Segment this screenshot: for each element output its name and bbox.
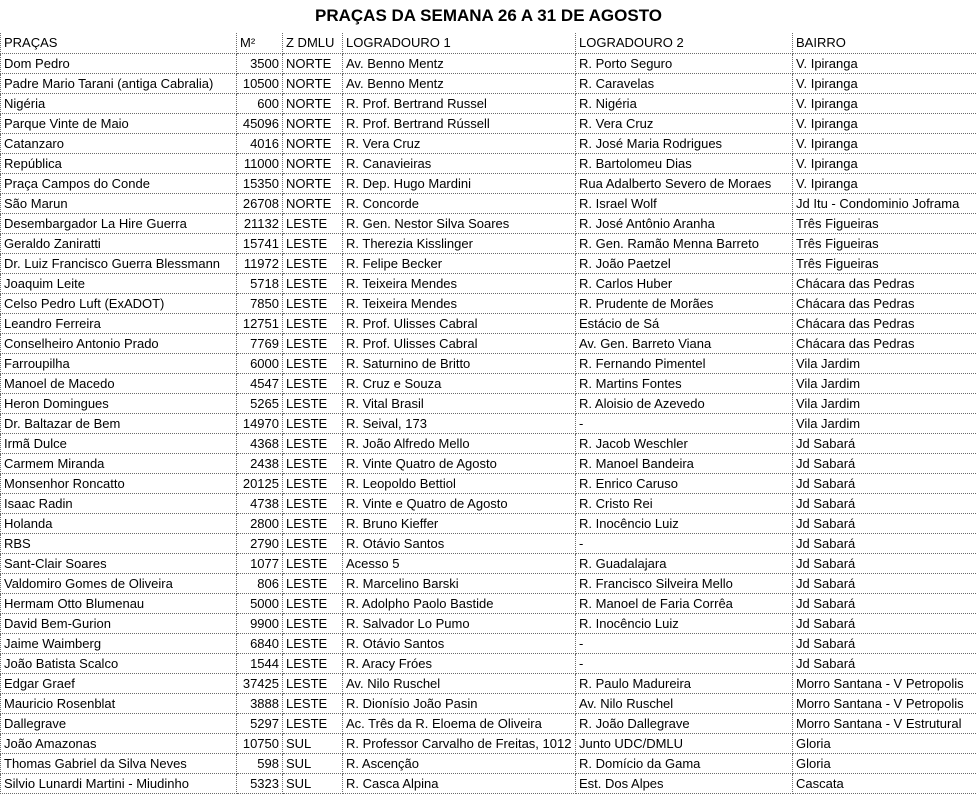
table-row <box>1 673 977 693</box>
page-title: PRAÇAS DA SEMANA 26 A 31 DE AGOSTO <box>315 6 662 25</box>
table-row <box>1 773 977 793</box>
cell-zona: LESTE <box>283 653 343 673</box>
cell-praca: Monsenhor Roncatto <box>1 473 237 493</box>
cell-logradouro2: R. Nigéria <box>576 93 793 113</box>
cell-logradouro2: R. Bartolomeu Dias <box>576 153 793 173</box>
cell-m2: 5000 <box>237 593 283 613</box>
table-row <box>1 633 977 653</box>
cell-bairro: V. Ipiranga <box>793 73 977 93</box>
cell-praca: Hermam Otto Blumenau <box>1 593 237 613</box>
cell-logradouro2: R. Jacob Weschler <box>576 433 793 453</box>
cell-logradouro2: - <box>576 653 793 673</box>
cell-praca: Irmã Dulce <box>1 433 237 453</box>
table-row <box>1 513 977 533</box>
cell-logradouro1: R. Salvador Lo Pumo <box>343 613 576 633</box>
cell-m2: 15741 <box>237 233 283 253</box>
cell-logradouro2: R. Aloisio de Azevedo <box>576 393 793 413</box>
cell-m2: 11000 <box>237 153 283 173</box>
cell-zona: LESTE <box>283 513 343 533</box>
table-row <box>1 393 977 413</box>
cell-bairro: Jd Sabará <box>793 533 977 553</box>
cell-logradouro2: R. Manoel Bandeira <box>576 453 793 473</box>
cell-m2: 11972 <box>237 253 283 273</box>
cell-logradouro2: R. José Maria Rodrigues <box>576 133 793 153</box>
cell-m2: 6000 <box>237 353 283 373</box>
cell-logradouro2: R. Vera Cruz <box>576 113 793 133</box>
cell-praca: Parque Vinte de Maio <box>1 113 237 133</box>
cell-logradouro1: R. Canavieiras <box>343 153 576 173</box>
cell-bairro: Chácara das Pedras <box>793 313 977 333</box>
cell-logradouro2: Est. Dos Alpes <box>576 773 793 793</box>
cell-bairro: V. Ipiranga <box>793 133 977 153</box>
cell-praca: Padre Mario Tarani (antiga Cabralia) <box>1 73 237 93</box>
table-row <box>1 113 977 133</box>
cell-praca: Farroupilha <box>1 353 237 373</box>
cell-praca: David Bem-Gurion <box>1 613 237 633</box>
cell-praca: Holanda <box>1 513 237 533</box>
cell-praca: Sant-Clair Soares <box>1 553 237 573</box>
cell-m2: 1544 <box>237 653 283 673</box>
cell-praca: Thomas Gabriel da Silva Neves <box>1 753 237 773</box>
cell-logradouro1: Av. Benno Mentz <box>343 53 576 73</box>
cell-bairro: V. Ipiranga <box>793 153 977 173</box>
cell-m2: 12751 <box>237 313 283 333</box>
cell-bairro: Jd Itu - Condominio Joframa <box>793 193 977 213</box>
cell-bairro: Chácara das Pedras <box>793 333 977 353</box>
cell-logradouro1: R. Teixeira Mendes <box>343 293 576 313</box>
cell-zona: LESTE <box>283 473 343 493</box>
cell-m2: 4738 <box>237 493 283 513</box>
cell-m2: 806 <box>237 573 283 593</box>
table-row <box>1 473 977 493</box>
cell-m2: 20125 <box>237 473 283 493</box>
table-row <box>1 693 977 713</box>
table-row <box>1 653 977 673</box>
pracas-table <box>0 33 977 794</box>
cell-logradouro1: Ac. Três da R. Eloema de Oliveira <box>343 713 576 733</box>
cell-bairro: Vila Jardim <box>793 393 977 413</box>
cell-logradouro1: R. Marcelino Barski <box>343 573 576 593</box>
cell-bairro: Gloria <box>793 733 977 753</box>
table-row <box>1 153 977 173</box>
cell-zona: LESTE <box>283 433 343 453</box>
cell-bairro: Jd Sabará <box>793 633 977 653</box>
cell-logradouro1: R. Adolpho Paolo Bastide <box>343 593 576 613</box>
table-row <box>1 413 977 433</box>
cell-m2: 9900 <box>237 613 283 633</box>
cell-praca: Dr. Luiz Francisco Guerra Blessmann <box>1 253 237 273</box>
cell-logradouro2: Estácio de Sá <box>576 313 793 333</box>
cell-zona: NORTE <box>283 193 343 213</box>
cell-praca: Desembargador La Hire Guerra <box>1 213 237 233</box>
cell-praca: Conselheiro Antonio Prado <box>1 333 237 353</box>
cell-logradouro2: - <box>576 533 793 553</box>
cell-m2: 2790 <box>237 533 283 553</box>
cell-zona: SUL <box>283 733 343 753</box>
cell-zona: LESTE <box>283 493 343 513</box>
cell-bairro: Jd Sabará <box>793 433 977 453</box>
table-row <box>1 433 977 453</box>
cell-bairro: Jd Sabará <box>793 613 977 633</box>
cell-bairro: Três Figueiras <box>793 233 977 253</box>
table-row <box>1 533 977 553</box>
cell-logradouro2: R. João Dallegrave <box>576 713 793 733</box>
cell-bairro: Jd Sabará <box>793 653 977 673</box>
cell-zona: LESTE <box>283 293 343 313</box>
cell-praca: Dr. Baltazar de Bem <box>1 413 237 433</box>
cell-bairro: Vila Jardim <box>793 413 977 433</box>
cell-logradouro2: R. Cristo Rei <box>576 493 793 513</box>
table-row <box>1 193 977 213</box>
cell-logradouro2: Av. Gen. Barreto Viana <box>576 333 793 353</box>
cell-logradouro2: R. João Paetzel <box>576 253 793 273</box>
cell-logradouro1: R. Dionísio João Pasin <box>343 693 576 713</box>
cell-praca: Valdomiro Gomes de Oliveira <box>1 573 237 593</box>
cell-logradouro1: R. Prof. Ulisses Cabral <box>343 313 576 333</box>
cell-praca: Isaac Radin <box>1 493 237 513</box>
cell-bairro: V. Ipiranga <box>793 93 977 113</box>
cell-praca: República <box>1 153 237 173</box>
cell-m2: 2800 <box>237 513 283 533</box>
table-row <box>1 573 977 593</box>
table-row <box>1 553 977 573</box>
header-row <box>1 33 977 53</box>
cell-logradouro1: R. Vera Cruz <box>343 133 576 153</box>
cell-praca: Celso Pedro Luft (ExADOT) <box>1 293 237 313</box>
cell-bairro: Jd Sabará <box>793 473 977 493</box>
cell-logradouro2: Junto UDC/DMLU <box>576 733 793 753</box>
cell-logradouro1: R. João Alfredo Mello <box>343 433 576 453</box>
cell-m2: 5323 <box>237 773 283 793</box>
cell-m2: 7850 <box>237 293 283 313</box>
cell-logradouro1: Av. Nilo Ruschel <box>343 673 576 693</box>
table-row <box>1 73 977 93</box>
table-row <box>1 453 977 473</box>
cell-praca: Catanzaro <box>1 133 237 153</box>
cell-bairro: V. Ipiranga <box>793 113 977 133</box>
cell-bairro: Jd Sabará <box>793 593 977 613</box>
cell-zona: NORTE <box>283 113 343 133</box>
cell-zona: LESTE <box>283 213 343 233</box>
cell-m2: 37425 <box>237 673 283 693</box>
cell-logradouro2: Rua Adalberto Severo de Moraes <box>576 173 793 193</box>
cell-bairro: Morro Santana - V Petropolis <box>793 693 977 713</box>
cell-bairro: Cascata <box>793 773 977 793</box>
cell-bairro: V. Ipiranga <box>793 173 977 193</box>
cell-zona: NORTE <box>283 93 343 113</box>
cell-logradouro1: R. Aracy Fróes <box>343 653 576 673</box>
table-row <box>1 233 977 253</box>
cell-logradouro2: R. Gen. Ramão Menna Barreto <box>576 233 793 253</box>
cell-zona: NORTE <box>283 153 343 173</box>
cell-m2: 15350 <box>237 173 283 193</box>
column-header-logradouro2: LOGRADOURO 2 <box>576 33 793 53</box>
cell-zona: LESTE <box>283 533 343 553</box>
cell-zona: LESTE <box>283 373 343 393</box>
cell-logradouro2: R. José Antônio Aranha <box>576 213 793 233</box>
cell-zona: LESTE <box>283 553 343 573</box>
table-row <box>1 213 977 233</box>
cell-zona: NORTE <box>283 133 343 153</box>
cell-logradouro2: R. Inocêncio Luiz <box>576 513 793 533</box>
cell-praca: João Amazonas <box>1 733 237 753</box>
cell-m2: 14970 <box>237 413 283 433</box>
cell-zona: LESTE <box>283 573 343 593</box>
cell-m2: 1077 <box>237 553 283 573</box>
cell-praca: Nigéria <box>1 93 237 113</box>
column-header-bairro: BAIRRO <box>793 33 977 53</box>
cell-praca: Mauricio Rosenblat <box>1 693 237 713</box>
cell-m2: 598 <box>237 753 283 773</box>
cell-bairro: Três Figueiras <box>793 213 977 233</box>
cell-zona: LESTE <box>283 273 343 293</box>
cell-m2: 6840 <box>237 633 283 653</box>
cell-praca: Joaquim Leite <box>1 273 237 293</box>
cell-bairro: Morro Santana - V Estrutural <box>793 713 977 733</box>
cell-logradouro2: R. Prudente de Morães <box>576 293 793 313</box>
cell-logradouro2: R. Israel Wolf <box>576 193 793 213</box>
cell-praca: RBS <box>1 533 237 553</box>
cell-logradouro2: - <box>576 633 793 653</box>
cell-logradouro1: Av. Benno Mentz <box>343 73 576 93</box>
column-header-praca: PRAÇAS <box>1 33 237 53</box>
cell-logradouro2: R. Francisco Silveira Mello <box>576 573 793 593</box>
cell-m2: 4547 <box>237 373 283 393</box>
cell-logradouro1: R. Leopoldo Bettiol <box>343 473 576 493</box>
cell-praca: Carmem Miranda <box>1 453 237 473</box>
cell-m2: 7769 <box>237 333 283 353</box>
cell-logradouro2: R. Porto Seguro <box>576 53 793 73</box>
cell-logradouro1: R. Vinte e Quatro de Agosto <box>343 493 576 513</box>
cell-zona: LESTE <box>283 453 343 473</box>
cell-logradouro1: R. Ascenção <box>343 753 576 773</box>
cell-logradouro1: R. Saturnino de Britto <box>343 353 576 373</box>
cell-logradouro2: R. Manoel de Faria Corrêa <box>576 593 793 613</box>
table-row <box>1 273 977 293</box>
table-row <box>1 613 977 633</box>
cell-m2: 26708 <box>237 193 283 213</box>
column-header-m2: M² <box>237 33 283 53</box>
cell-bairro: Três Figueiras <box>793 253 977 273</box>
column-header-logradouro1: LOGRADOURO 1 <box>343 33 576 53</box>
cell-zona: SUL <box>283 773 343 793</box>
cell-zona: LESTE <box>283 233 343 253</box>
cell-m2: 10500 <box>237 73 283 93</box>
cell-zona: LESTE <box>283 633 343 653</box>
cell-praca: Geraldo Zaniratti <box>1 233 237 253</box>
cell-m2: 4016 <box>237 133 283 153</box>
cell-logradouro1: R. Teixeira Mendes <box>343 273 576 293</box>
cell-praca: Manoel de Macedo <box>1 373 237 393</box>
cell-zona: LESTE <box>283 593 343 613</box>
cell-praca: São Marun <box>1 193 237 213</box>
cell-zona: NORTE <box>283 53 343 73</box>
cell-zona: NORTE <box>283 173 343 193</box>
cell-zona: NORTE <box>283 73 343 93</box>
cell-logradouro1: R. Bruno Kieffer <box>343 513 576 533</box>
cell-logradouro1: R. Seival, 173 <box>343 413 576 433</box>
cell-m2: 3500 <box>237 53 283 73</box>
cell-logradouro1: R. Prof. Bertrand Russel <box>343 93 576 113</box>
cell-logradouro2: R. Caravelas <box>576 73 793 93</box>
table-row <box>1 333 977 353</box>
table-row <box>1 733 977 753</box>
cell-praca: Praça Campos do Conde <box>1 173 237 193</box>
cell-logradouro1: R. Vinte Quatro de Agosto <box>343 453 576 473</box>
cell-logradouro1: R. Felipe Becker <box>343 253 576 273</box>
cell-bairro: Vila Jardim <box>793 373 977 393</box>
cell-logradouro2: R. Guadalajara <box>576 553 793 573</box>
cell-bairro: Jd Sabará <box>793 573 977 593</box>
table-row <box>1 53 977 73</box>
cell-zona: LESTE <box>283 333 343 353</box>
cell-m2: 3888 <box>237 693 283 713</box>
table-row <box>1 173 977 193</box>
cell-logradouro1: Acesso 5 <box>343 553 576 573</box>
cell-bairro: Vila Jardim <box>793 353 977 373</box>
cell-m2: 10750 <box>237 733 283 753</box>
cell-logradouro1: R. Dep. Hugo Mardini <box>343 173 576 193</box>
cell-logradouro1: R. Cruz e Souza <box>343 373 576 393</box>
cell-zona: SUL <box>283 753 343 773</box>
cell-zona: LESTE <box>283 393 343 413</box>
cell-logradouro1: R. Prof. Ulisses Cabral <box>343 333 576 353</box>
cell-m2: 21132 <box>237 213 283 233</box>
cell-m2: 600 <box>237 93 283 113</box>
cell-praca: Jaime Waimberg <box>1 633 237 653</box>
cell-zona: LESTE <box>283 353 343 373</box>
cell-logradouro1: R. Concorde <box>343 193 576 213</box>
cell-zona: LESTE <box>283 693 343 713</box>
cell-praca: Silvio Lunardi Martini - Miudinho <box>1 773 237 793</box>
cell-bairro: Jd Sabará <box>793 493 977 513</box>
cell-bairro: V. Ipiranga <box>793 53 977 73</box>
table-row <box>1 353 977 373</box>
cell-zona: LESTE <box>283 313 343 333</box>
table-row <box>1 373 977 393</box>
cell-logradouro2: R. Martins Fontes <box>576 373 793 393</box>
cell-logradouro1: R. Prof. Bertrand Rússell <box>343 113 576 133</box>
table-row <box>1 93 977 113</box>
cell-praca: João Batista Scalco <box>1 653 237 673</box>
cell-logradouro1: R. Otávio Santos <box>343 633 576 653</box>
cell-zona: LESTE <box>283 673 343 693</box>
cell-logradouro1: R. Casca Alpina <box>343 773 576 793</box>
cell-bairro: Morro Santana - V Petropolis <box>793 673 977 693</box>
table-row <box>1 593 977 613</box>
table-row <box>1 313 977 333</box>
cell-logradouro2: R. Domício da Gama <box>576 753 793 773</box>
cell-praca: Dallegrave <box>1 713 237 733</box>
cell-m2: 2438 <box>237 453 283 473</box>
cell-m2: 4368 <box>237 433 283 453</box>
cell-zona: LESTE <box>283 613 343 633</box>
cell-bairro: Jd Sabará <box>793 513 977 533</box>
cell-bairro: Jd Sabará <box>793 453 977 473</box>
cell-praca: Edgar Graef <box>1 673 237 693</box>
cell-logradouro1: R. Otávio Santos <box>343 533 576 553</box>
cell-praca: Dom Pedro <box>1 53 237 73</box>
cell-praca: Leandro Ferreira <box>1 313 237 333</box>
table-row <box>1 753 977 773</box>
cell-zona: LESTE <box>283 253 343 273</box>
cell-m2: 5297 <box>237 713 283 733</box>
column-header-zona: Z DMLU <box>283 33 343 53</box>
cell-logradouro1: R. Gen. Nestor Silva Soares <box>343 213 576 233</box>
table-row <box>1 133 977 153</box>
table-body <box>1 53 977 793</box>
cell-logradouro2: R. Inocêncio Luiz <box>576 613 793 633</box>
cell-logradouro2: R. Fernando Pimentel <box>576 353 793 373</box>
cell-logradouro2: R. Paulo Madureira <box>576 673 793 693</box>
cell-m2: 45096 <box>237 113 283 133</box>
cell-logradouro2: R. Carlos Huber <box>576 273 793 293</box>
cell-praca: Heron Domingues <box>1 393 237 413</box>
cell-m2: 5265 <box>237 393 283 413</box>
cell-bairro: Jd Sabará <box>793 553 977 573</box>
cell-logradouro1: R. Professor Carvalho de Freitas, 1012 <box>343 733 576 753</box>
cell-logradouro2: R. Enrico Caruso <box>576 473 793 493</box>
cell-bairro: Chácara das Pedras <box>793 273 977 293</box>
cell-zona: LESTE <box>283 713 343 733</box>
cell-logradouro1: R. Vital Brasil <box>343 393 576 413</box>
cell-bairro: Gloria <box>793 753 977 773</box>
table-row <box>1 293 977 313</box>
table-row <box>1 253 977 273</box>
table-row <box>1 713 977 733</box>
cell-bairro: Chácara das Pedras <box>793 293 977 313</box>
cell-zona: LESTE <box>283 413 343 433</box>
cell-logradouro1: R. Therezia Kisslinger <box>343 233 576 253</box>
cell-m2: 5718 <box>237 273 283 293</box>
cell-logradouro2: Av. Nilo Ruschel <box>576 693 793 713</box>
cell-logradouro2: - <box>576 413 793 433</box>
table-row <box>1 493 977 513</box>
